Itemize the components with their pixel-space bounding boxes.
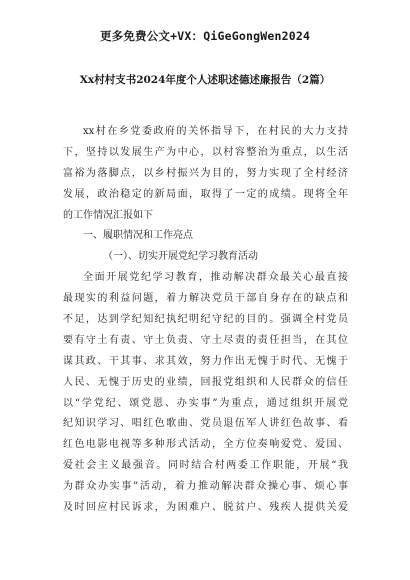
paragraph-line: 下，坚持以发展生产为中心，以村容整治为重点，以生活 xyxy=(63,146,348,158)
paragraph-line: 不足，达到学纪知纪执纪明纪守纪的目的。强调全村党员 xyxy=(63,314,348,326)
paragraph-line: 纪知识学习、唱红色歌曲、党员退伍军人讲红色故事、看 xyxy=(63,418,348,430)
document-body xyxy=(63,122,348,519)
paragraph-line: 为群众办实事”活动，着力推动解决群众操心事、烦心事 xyxy=(63,481,348,493)
paragraph-line: 发展，政治稳定的新局面，取得了一定的成绩。现将全年 xyxy=(63,188,348,200)
promo-banner: 更多免费公文+VX：QiGeGongWen2024 xyxy=(99,29,311,43)
paragraph-line: 富裕为落脚点，以乡村振兴为目的，努力实现了全村经济 xyxy=(63,167,348,179)
paragraph-line: 要有守土有责、守土负责、守土尽责的责任担当，在其位 xyxy=(63,334,348,346)
document-title: Xx村村支书2024年度个人述职述德述廉报告（2篇） xyxy=(79,74,331,86)
paragraph-line: 人民、无愧于历史的业绩，回报党组织和人民群众的信任 xyxy=(63,376,348,388)
paragraph-line: 以“学党纪、颂党恩、办实事”为重点，通过组织开展党 xyxy=(63,397,348,409)
paragraph-line: 最现实的利益问题，着力解决党员干部自身存在的缺点和 xyxy=(63,293,348,305)
paragraph-line: 全面开展党纪学习教育，推动解决群众最关心最直接 xyxy=(83,272,348,284)
section-heading: 一、履职情况和工作亮点 xyxy=(83,230,193,242)
paragraph-line: xx村在乡党委政府的关怀指导下，在村民的大力支持 xyxy=(83,126,348,137)
paragraph-line: 谋其政、干其事、求其效，努力作出无愧于时代、无愧于 xyxy=(63,355,348,367)
paragraph-line: 的工作情况汇报如下 xyxy=(63,209,153,221)
paragraph-line: 爱社会主义最强音。同时结合村两委工作职能，开展“我 xyxy=(63,460,348,472)
subsection-heading: （一）、切实开展党纪学习教育活动 xyxy=(103,251,258,263)
paragraph-line: 及时回应村民诉求，为困难户、脱贫户、残疾人提供关爱 xyxy=(63,502,348,514)
paragraph-line: 红色电影电视等多种形式活动，全方位奏响爱党、爱国、 xyxy=(63,439,348,451)
